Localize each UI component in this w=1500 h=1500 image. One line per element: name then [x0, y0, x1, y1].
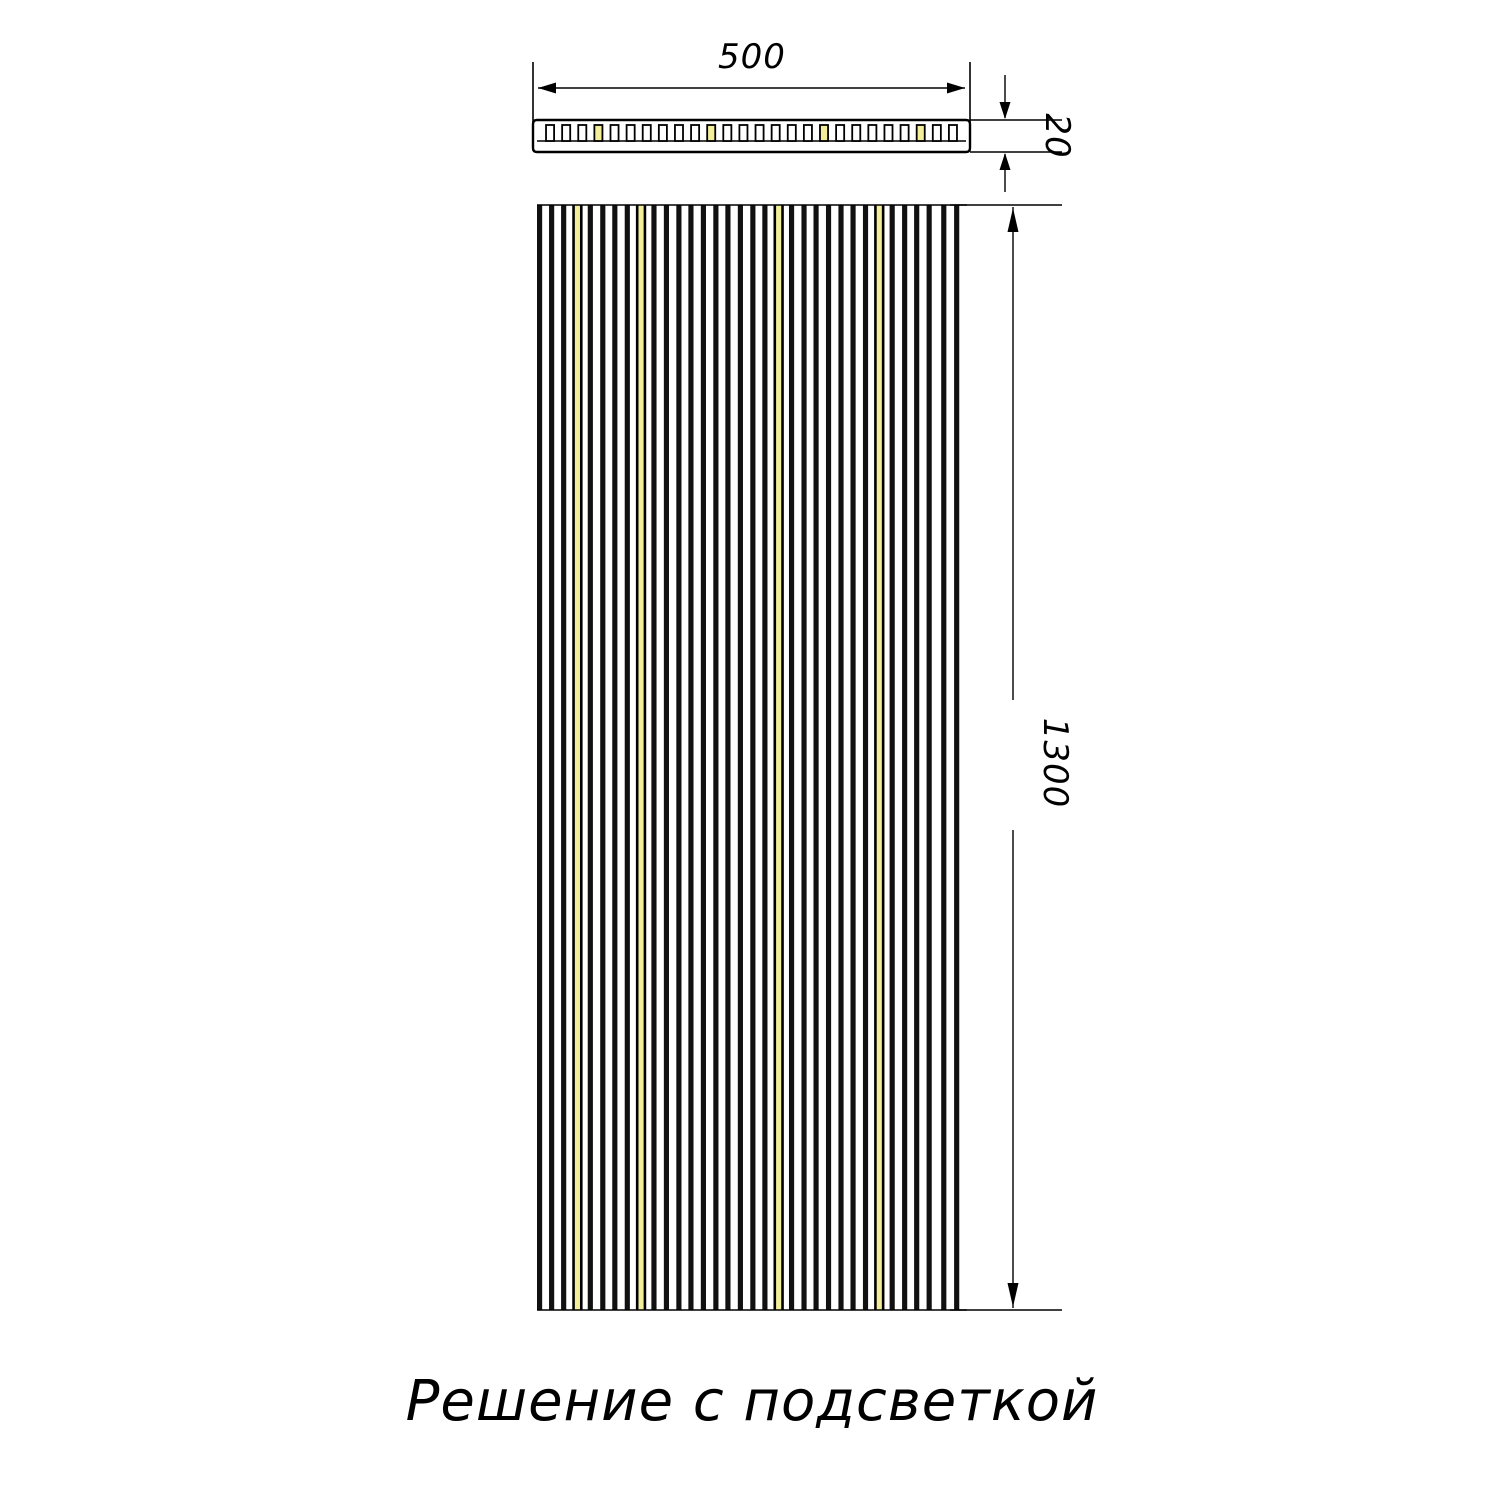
- profile-tooth: [901, 125, 909, 141]
- drawing-caption: Решение с подсветкой: [405, 1369, 1099, 1434]
- profile-tooth: [627, 125, 635, 141]
- profile-tooth: [610, 125, 618, 141]
- slat-line: [725, 205, 730, 1310]
- slat-line: [688, 205, 693, 1310]
- arrow-thk-down: [1000, 153, 1011, 170]
- profile-tooth: [868, 125, 876, 141]
- profile-tooth: [739, 125, 747, 141]
- profile-tooth: [723, 125, 731, 141]
- profile-tooth: [949, 125, 957, 141]
- slat-line: [701, 205, 706, 1310]
- slat-line: [838, 205, 843, 1310]
- profile-tooth: [852, 125, 860, 141]
- slat-line: [750, 205, 755, 1310]
- arrow-thk-up: [1000, 102, 1011, 119]
- profile-tooth-lit: [820, 125, 828, 141]
- profile-tooth: [772, 125, 780, 141]
- slat-line: [941, 205, 946, 1310]
- slat-line: [651, 205, 656, 1310]
- profile-tooth: [884, 125, 892, 141]
- arrow-left: [538, 83, 556, 94]
- slat-line: [927, 205, 932, 1310]
- slat-line: [664, 205, 669, 1310]
- profile-tooth: [804, 125, 812, 141]
- slat-line: [713, 205, 718, 1310]
- profile-tooth: [659, 125, 667, 141]
- slat-line: [850, 205, 855, 1310]
- slat-line: [600, 205, 605, 1310]
- profile-tooth-lit: [917, 125, 925, 141]
- slat-line: [588, 205, 593, 1310]
- top-section-view: [533, 120, 970, 152]
- slat-line: [826, 205, 831, 1310]
- slat-line: [612, 205, 617, 1310]
- profile-tooth-lit: [594, 125, 602, 141]
- profile-tooth: [578, 125, 586, 141]
- profile-tooth: [788, 125, 796, 141]
- arrow-hgt-up: [1008, 208, 1019, 232]
- slat-line: [902, 205, 907, 1310]
- slat-line: [801, 205, 806, 1310]
- slat-line: [914, 205, 919, 1310]
- slat-line: [954, 205, 959, 1310]
- height-dimension-label: 1300: [1035, 717, 1075, 809]
- profile-tooth: [836, 125, 844, 141]
- profile-tooth-lit: [707, 125, 715, 141]
- slat-line: [863, 205, 868, 1310]
- profile-tooth: [562, 125, 570, 141]
- slat-line: [537, 205, 542, 1310]
- slat-group: [537, 205, 967, 1310]
- slat-line: [676, 205, 681, 1310]
- slat-line: [561, 205, 566, 1310]
- arrow-hgt-down: [1008, 1283, 1019, 1307]
- profile-tooth: [546, 125, 554, 141]
- slat-line: [813, 205, 818, 1310]
- profile-tooth: [691, 125, 699, 141]
- slat-line: [738, 205, 743, 1310]
- profile-tooth: [933, 125, 941, 141]
- profile-tooth: [675, 125, 683, 141]
- thickness-dimension-label: 20: [1037, 113, 1077, 159]
- slat-line: [789, 205, 794, 1310]
- arrow-right: [947, 83, 965, 94]
- slat-line: [890, 205, 895, 1310]
- profile-tooth: [643, 125, 651, 141]
- front-slat-view: [537, 205, 967, 1310]
- slat-line: [549, 205, 554, 1310]
- width-dimension-label: 500: [718, 37, 786, 77]
- profile-tooth: [756, 125, 764, 141]
- slat-line: [762, 205, 767, 1310]
- slat-line: [625, 205, 630, 1310]
